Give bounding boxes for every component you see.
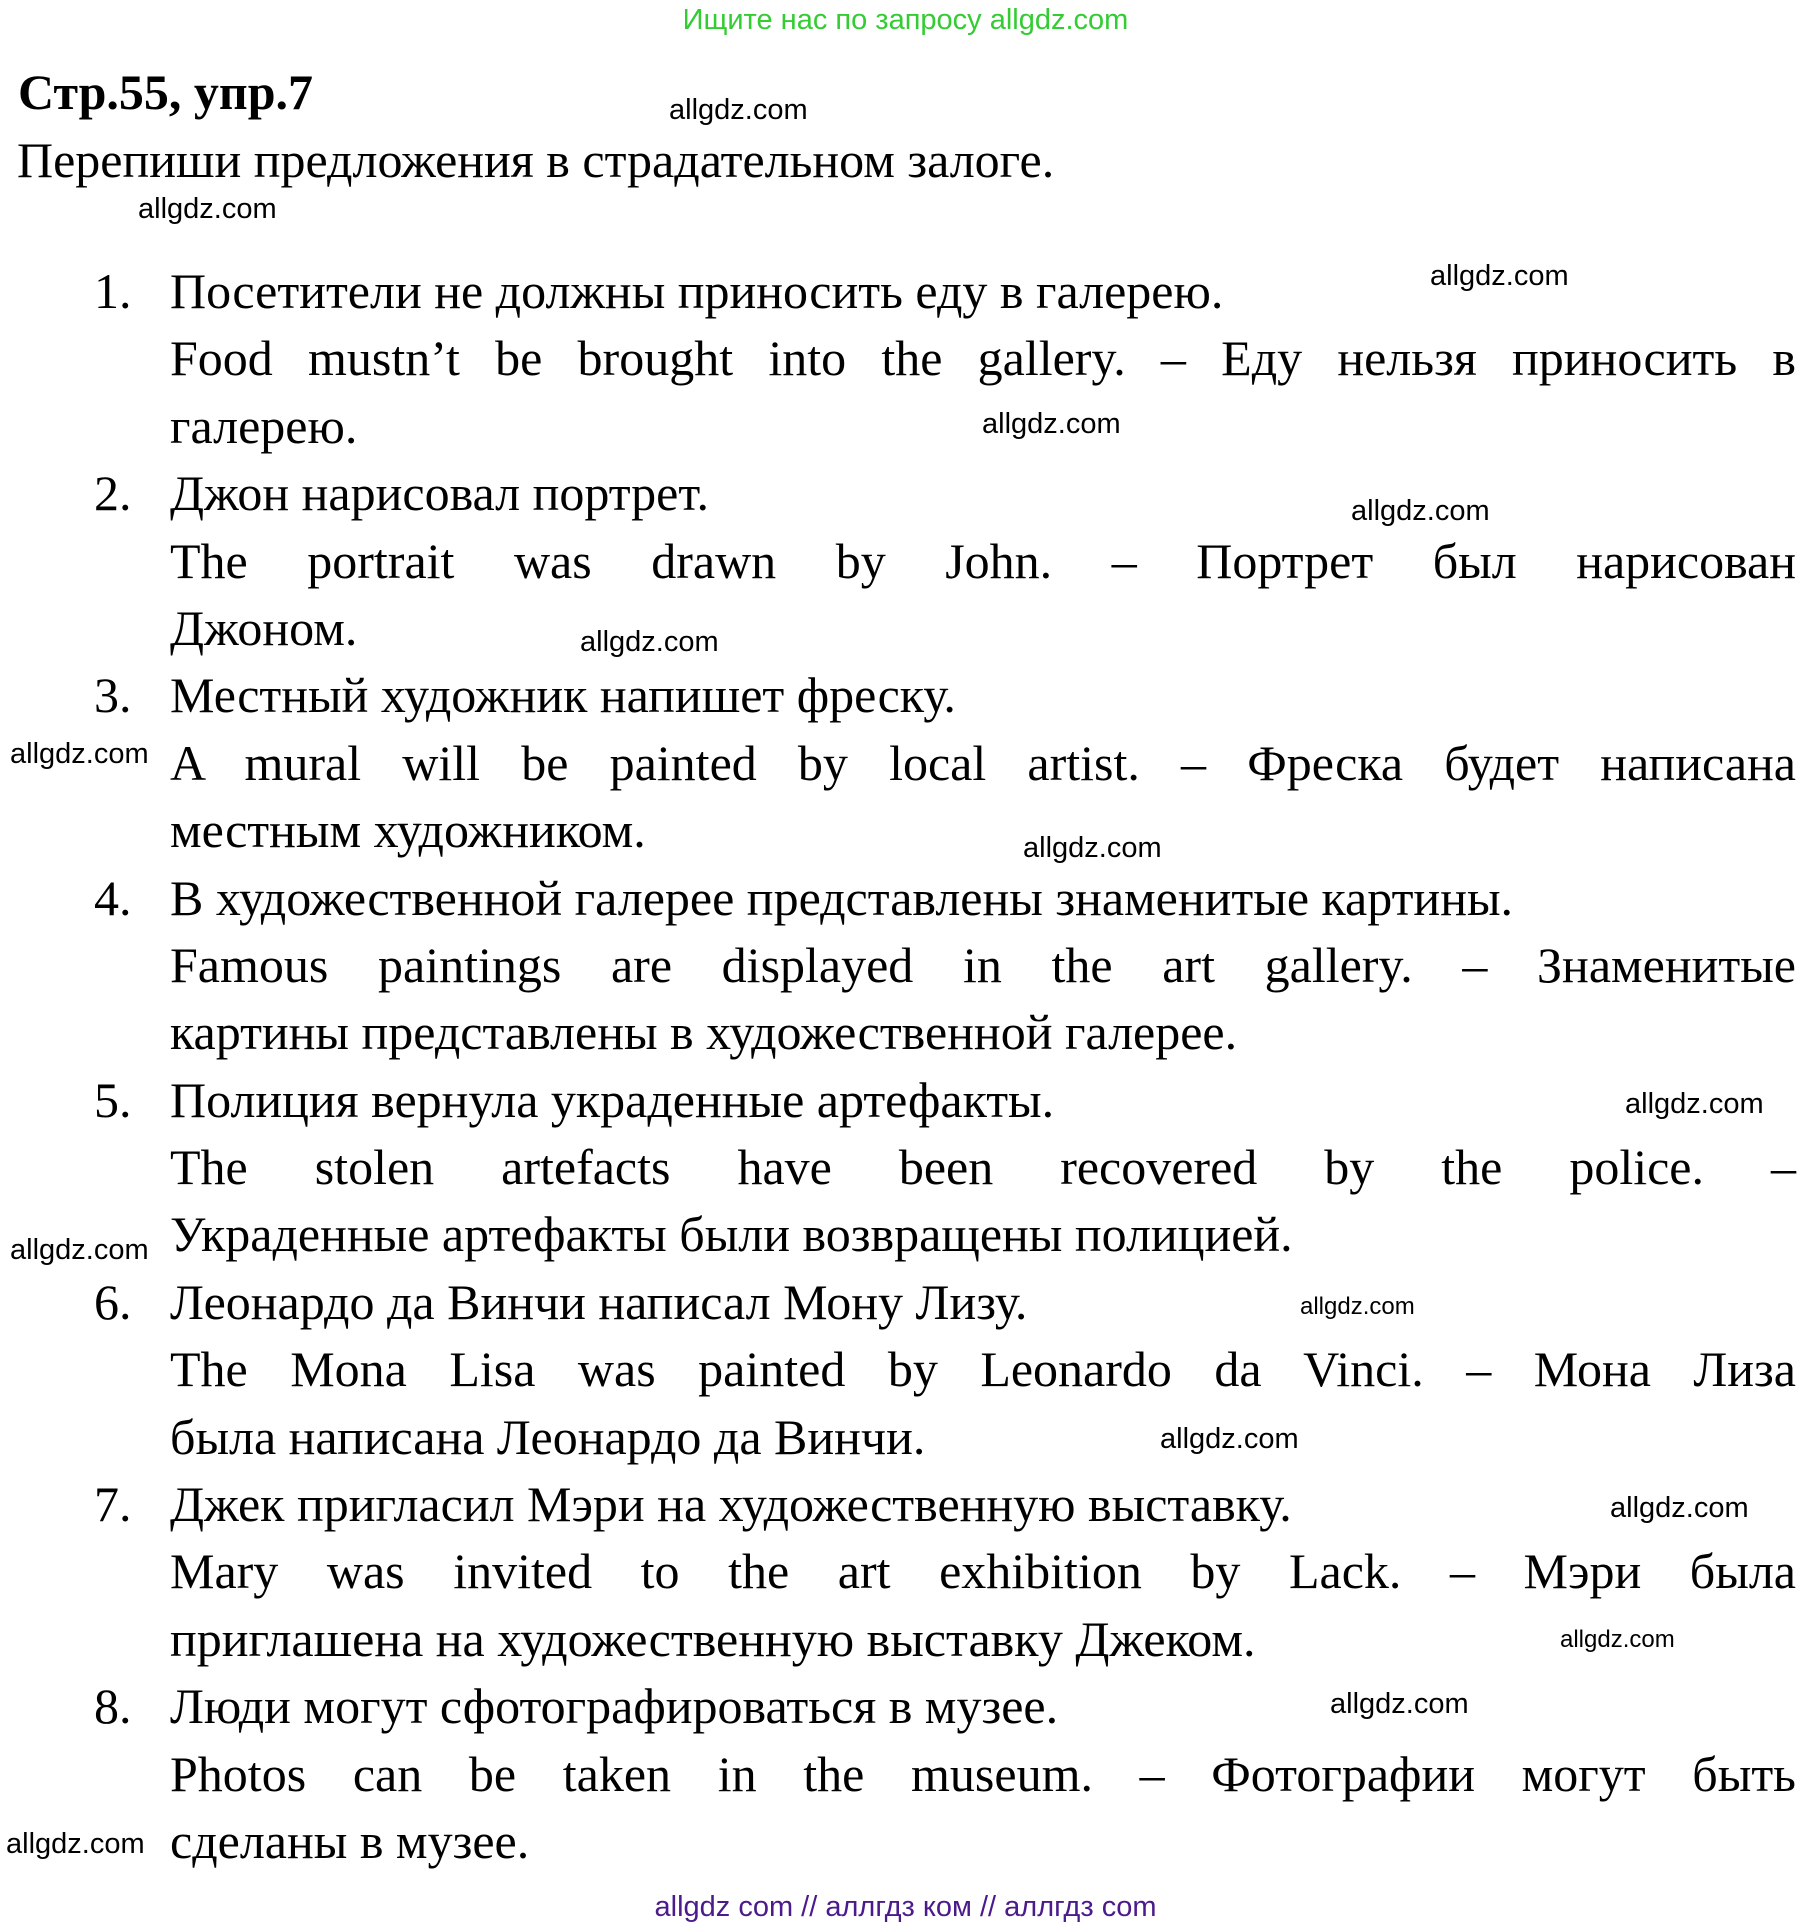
- passive-answer-line: Photos can be taken in the museum. – Фотографии могут быть: [170, 1745, 1796, 1802]
- exercise-item: [0, 1673, 1811, 1875]
- russian-sentence: Леонардо да Винчи написал Мону Лизу.: [170, 1273, 1028, 1330]
- item-number: 2.: [94, 465, 132, 522]
- exercise-list: [0, 258, 1811, 1875]
- watermark: allgdz.com: [6, 1828, 145, 1860]
- russian-sentence: В художественной галерее представлены знаменитые картины.: [170, 869, 1514, 926]
- watermark: allgdz.com: [1625, 1088, 1764, 1120]
- passive-answer-line: была написана Леонардо да Винчи.: [170, 1408, 926, 1465]
- watermark: allgdz.com: [1560, 1626, 1675, 1653]
- exercise-item: [0, 1471, 1811, 1673]
- exercise-item: [0, 1269, 1811, 1471]
- russian-sentence: Посетители не должны приносить еду в галерею.: [170, 263, 1224, 319]
- watermark: allgdz.com: [1430, 260, 1569, 292]
- passive-answer-line: Mary was invited to the art exhibition by Lack. – Мэри была: [170, 1543, 1796, 1600]
- item-number: 3.: [94, 667, 132, 724]
- item-number: 8.: [94, 1678, 132, 1735]
- bottom-banner: allgdz com // аллгдз ком // аллгдз com: [654, 1891, 1157, 1923]
- passive-answer-line: The portrait was drawn by John. – Портрет был нарисован: [170, 532, 1796, 589]
- exercise-item: [0, 865, 1811, 1067]
- passive-answer-line: The Mona Lisa was painted by Leonardo da Vinci. – Мона Лиза: [170, 1341, 1796, 1398]
- exercise-item: [0, 460, 1811, 662]
- watermark: allgdz.com: [138, 193, 277, 225]
- passive-answer-line: A mural will be painted by local artist. – Фреска будет написана: [170, 734, 1796, 791]
- item-number: 6.: [94, 1273, 132, 1330]
- watermark: allgdz.com: [1610, 1492, 1749, 1524]
- russian-sentence: Джон нарисовал портрет.: [170, 465, 709, 522]
- russian-sentence: Люди могут сфотографироваться в музее.: [170, 1678, 1059, 1735]
- watermark: allgdz.com: [10, 1234, 149, 1266]
- watermark: allgdz.com: [669, 94, 808, 126]
- watermark: allgdz.com: [1023, 832, 1162, 864]
- passive-answer-line: Джоном.: [170, 599, 358, 656]
- watermark: allgdz.com: [580, 626, 719, 658]
- passive-answer-line: Food mustn’t be brought into the gallery. – Еду нельзя приносить в: [170, 330, 1796, 387]
- passive-answer-line: The stolen artefacts have been recovered by the police. –: [170, 1139, 1796, 1196]
- task-instruction: Перепиши предложения в страдательном залоге.: [17, 132, 1055, 188]
- russian-sentence: Полиция вернула украденные артефакты.: [170, 1071, 1055, 1128]
- passive-answer-line: картины представлены в художественной галерее.: [170, 1004, 1238, 1061]
- passive-answer-line: галерею.: [170, 397, 358, 454]
- page-title: Стр.55, упр.7: [18, 64, 314, 120]
- item-number: 7.: [94, 1476, 132, 1533]
- item-number: 5.: [94, 1071, 132, 1128]
- item-number: 4.: [94, 869, 132, 926]
- russian-sentence: Джек пригласил Мэри на художественную выставку.: [170, 1476, 1292, 1533]
- watermark: allgdz.com: [1330, 1688, 1469, 1720]
- passive-answer-line: сделаны в музее.: [170, 1812, 530, 1869]
- watermark: allgdz.com: [1351, 495, 1490, 527]
- exercise-item: [0, 1067, 1811, 1269]
- watermark: allgdz.com: [1300, 1293, 1415, 1320]
- top-banner: Ищите нас по запросу allgdz.com: [682, 4, 1129, 36]
- watermark: allgdz.com: [982, 408, 1121, 440]
- watermark: allgdz.com: [1160, 1423, 1299, 1455]
- passive-answer-line: местным художником.: [170, 802, 646, 859]
- watermark: allgdz.com: [10, 738, 149, 770]
- passive-answer-line: приглашена на художественную выставку Джеком.: [170, 1610, 1256, 1667]
- item-number: 1.: [94, 263, 132, 319]
- passive-answer-line: Украденные артефакты были возвращены полицией.: [170, 1206, 1293, 1263]
- russian-sentence: Местный художник напишет фреску.: [170, 667, 956, 724]
- passive-answer-line: Famous paintings are displayed in the art gallery. – Знаменитые: [170, 936, 1796, 993]
- exercise-item: [0, 662, 1811, 864]
